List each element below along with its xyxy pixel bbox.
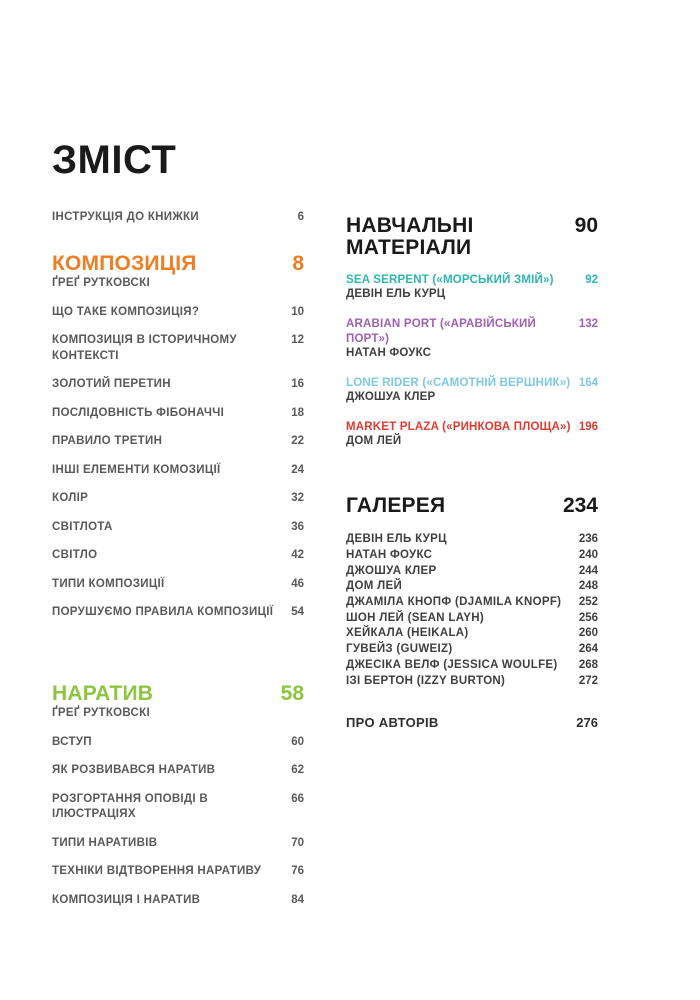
toc-list-narrative <box>52 735 304 909</box>
section-author-composition: ҐРЕҐ РУТКОВСКІ <box>52 276 150 289</box>
tutorial-title: ARABIAN PORT («АРАВІЙСЬКИЙ ПОРТ») <box>346 318 536 345</box>
toc-entry-page: 6 <box>297 211 304 223</box>
tutorial-title: MARKET PLAZA («РИНКОВА ПЛОЩА») <box>346 420 571 433</box>
left-column <box>52 210 304 921</box>
section-page: 90 <box>574 214 598 237</box>
section-heading-narrative[interactable] <box>52 682 304 706</box>
gallery-artist: ДЖОШУА КЛЕР <box>346 564 437 577</box>
gallery-artist: ХЕЙКАЛА (HEIKALA) <box>346 627 469 640</box>
tutorial-title: LONE RIDER («САМОТНІЙ ВЕРШНИК») <box>346 376 571 389</box>
toc-entry-page: 62 <box>291 764 304 777</box>
toc-entry-page: 54 <box>291 606 304 619</box>
gallery-page: 236 <box>578 533 598 546</box>
toc-entry-page: 66 <box>291 792 304 805</box>
list-item[interactable] <box>346 564 598 579</box>
toc-entry-page: 18 <box>291 406 304 419</box>
list-item[interactable] <box>52 893 304 909</box>
list-item[interactable] <box>52 406 304 422</box>
tutorial-entry-arabian-port[interactable] <box>346 317 598 361</box>
right-column <box>346 210 598 921</box>
list-item[interactable] <box>52 735 304 751</box>
tutorial-entry-lone-rider[interactable] <box>346 376 598 405</box>
section-author-narrative: ҐРЕҐ РУТКОВСКІ <box>52 706 150 719</box>
toc-entry-page: 70 <box>291 836 304 849</box>
list-item[interactable] <box>52 763 304 779</box>
list-item[interactable] <box>52 520 304 536</box>
tutorial-artist: ДЕВІН ЕЛЬ КУРЦ <box>346 288 446 301</box>
list-item[interactable] <box>346 579 598 594</box>
list-item[interactable] <box>52 864 304 880</box>
gallery-page: 260 <box>578 627 598 640</box>
toc-columns <box>52 210 648 921</box>
toc-list-composition <box>52 305 304 621</box>
list-item[interactable] <box>52 548 304 564</box>
page-title: ЗМІСТ <box>52 138 177 182</box>
gallery-artist: ГУВЕЙЗ (GUWEIZ) <box>346 643 453 656</box>
list-item[interactable] <box>346 595 598 610</box>
toc-entry-page: 60 <box>291 735 304 748</box>
section-title: НАРАТИВ <box>52 681 154 705</box>
tutorial-page: 132 <box>578 318 598 331</box>
toc-entry-page: 12 <box>291 334 304 347</box>
toc-entry-page: 46 <box>291 577 304 590</box>
tutorial-artist: ДЖОШУА КЛЕР <box>346 391 436 404</box>
toc-entry-page: 16 <box>291 378 304 391</box>
section-page: 58 <box>280 681 304 705</box>
gallery-page: 244 <box>578 564 598 577</box>
toc-entry-label: ПРО АВТОРІВ <box>346 715 439 731</box>
list-item[interactable] <box>52 836 304 852</box>
gallery-page: 240 <box>578 548 598 561</box>
list-item[interactable] <box>346 548 598 563</box>
toc-entry-label: КОМПОЗИЦІЯ І НАРАТИВ <box>52 893 201 906</box>
gallery-artist: ДЖАМІЛА КНОПФ (DJAMILA KNOPF) <box>346 596 562 609</box>
toc-entry-page: 76 <box>291 865 304 878</box>
tutorial-page: 196 <box>578 420 598 433</box>
section-heading-gallery[interactable] <box>346 494 598 518</box>
tutorial-artist: НАТАН ФОУКС <box>346 347 432 360</box>
list-item[interactable] <box>52 792 304 823</box>
toc-entry-label: ЩО ТАКЕ КОМПОЗИЦІЯ? <box>52 305 200 318</box>
section-heading-tutorials[interactable] <box>346 214 598 259</box>
toc-entry-page: 32 <box>291 492 304 505</box>
toc-entry-about-authors[interactable] <box>346 714 598 732</box>
toc-entry-label: ПРАВИЛО ТРЕТИН <box>52 435 163 448</box>
tutorial-page: 92 <box>585 274 598 287</box>
toc-entry-page: 42 <box>291 549 304 562</box>
list-item[interactable] <box>52 333 304 364</box>
list-item[interactable] <box>346 674 598 689</box>
section-title: ГАЛЕРЕЯ <box>346 494 446 518</box>
gallery-page: 248 <box>578 580 598 593</box>
gallery-artist: ШОН ЛЕЙ (SEAN LAYH) <box>346 611 484 624</box>
section-heading-composition[interactable] <box>52 252 304 276</box>
toc-entry-page: 24 <box>291 463 304 476</box>
toc-entry-label: СВІТЛОТА <box>52 520 113 533</box>
toc-entry-label: ЗОЛОТИЙ ПЕРЕТИН <box>52 378 171 391</box>
list-item[interactable] <box>52 463 304 479</box>
section-title: НАВЧАЛЬНІ МАТЕРІАЛИ <box>346 214 474 260</box>
list-item[interactable] <box>52 434 304 450</box>
gallery-artist: НАТАН ФОУКС <box>346 548 433 561</box>
toc-entry-label: ТИПИ КОМПОЗИЦІЇ <box>52 577 165 590</box>
list-item[interactable] <box>346 642 598 657</box>
gallery-page: 268 <box>578 658 598 671</box>
toc-entry-label: ЯК РОЗВИВАВСЯ НАРАТИВ <box>52 764 216 777</box>
tutorial-entry-sea-serpent[interactable] <box>346 273 598 302</box>
tutorial-artist: ДОМ ЛЕЙ <box>346 435 402 448</box>
toc-entry-label: ПОСЛІДОВНІСТЬ ФІБОНАЧЧІ <box>52 406 225 419</box>
gallery-page: 272 <box>578 674 598 687</box>
tutorial-title: SEA SERPENT («МОРСЬКИЙ ЗМІЙ») <box>346 274 554 287</box>
tutorial-page: 164 <box>578 376 598 389</box>
section-title: КОМПОЗИЦІЯ <box>52 251 197 275</box>
toc-entry-page: 276 <box>576 715 598 731</box>
list-item[interactable] <box>52 577 304 593</box>
toc-entry-page: 36 <box>291 520 304 533</box>
list-item[interactable] <box>52 605 304 621</box>
toc-entry-label: КОЛІР <box>52 492 89 505</box>
toc-entry-instruction[interactable] <box>52 210 304 226</box>
gallery-page: 264 <box>578 643 598 656</box>
list-item[interactable] <box>346 611 598 626</box>
list-item[interactable] <box>346 658 598 673</box>
toc-entry-label: ІНСТРУКЦІЯ ДО КНИЖКИ <box>52 211 199 223</box>
toc-entry-page: 22 <box>291 435 304 448</box>
tutorial-entry-market-plaza[interactable] <box>346 420 598 449</box>
gallery-page: 256 <box>578 611 598 624</box>
list-item[interactable] <box>52 305 304 321</box>
toc-entry-label: ТИПИ НАРАТИВІВ <box>52 836 158 849</box>
gallery-artist: ДЕВІН ЕЛЬ КУРЦ <box>346 533 447 546</box>
list-item[interactable] <box>346 626 598 641</box>
gallery-page: 252 <box>578 596 598 609</box>
list-item[interactable] <box>346 532 598 547</box>
list-item[interactable] <box>52 491 304 507</box>
toc-entry-label: ІНШІ ЕЛЕМЕНТИ КОМОЗИЦІЇ <box>52 463 221 476</box>
section-page: 8 <box>292 251 304 275</box>
gallery-artist: ДЖЕСІКА ВЕЛФ (JESSICA WOULFE) <box>346 658 558 671</box>
toc-entry-page: 10 <box>291 305 304 318</box>
gallery-list <box>346 532 598 688</box>
toc-entry-label: ПОРУШУЄМО ПРАВИЛА КОМПОЗИЦІЇ <box>52 606 274 619</box>
section-page: 234 <box>562 494 598 518</box>
toc-entry-label: РОЗГОРТАННЯ ОПОВІДІ В ІЛЮСТРАЦІЯХ <box>52 792 209 821</box>
list-item[interactable] <box>52 377 304 393</box>
gallery-artist: ІЗІ БЕРТОН (IZZY BURTON) <box>346 674 506 687</box>
toc-entry-label: ТЕХНІКИ ВІДТВОРЕННЯ НАРАТИВУ <box>52 865 262 878</box>
gallery-artist: ДОМ ЛЕЙ <box>346 580 403 593</box>
toc-entry-page: 84 <box>291 893 304 906</box>
toc-entry-label: КОМПОЗИЦІЯ В ІСТОРИЧНОМУ КОНТЕКСТІ <box>52 334 237 362</box>
toc-entry-label: СВІТЛО <box>52 549 98 562</box>
toc-entry-label: ВСТУП <box>52 735 92 748</box>
